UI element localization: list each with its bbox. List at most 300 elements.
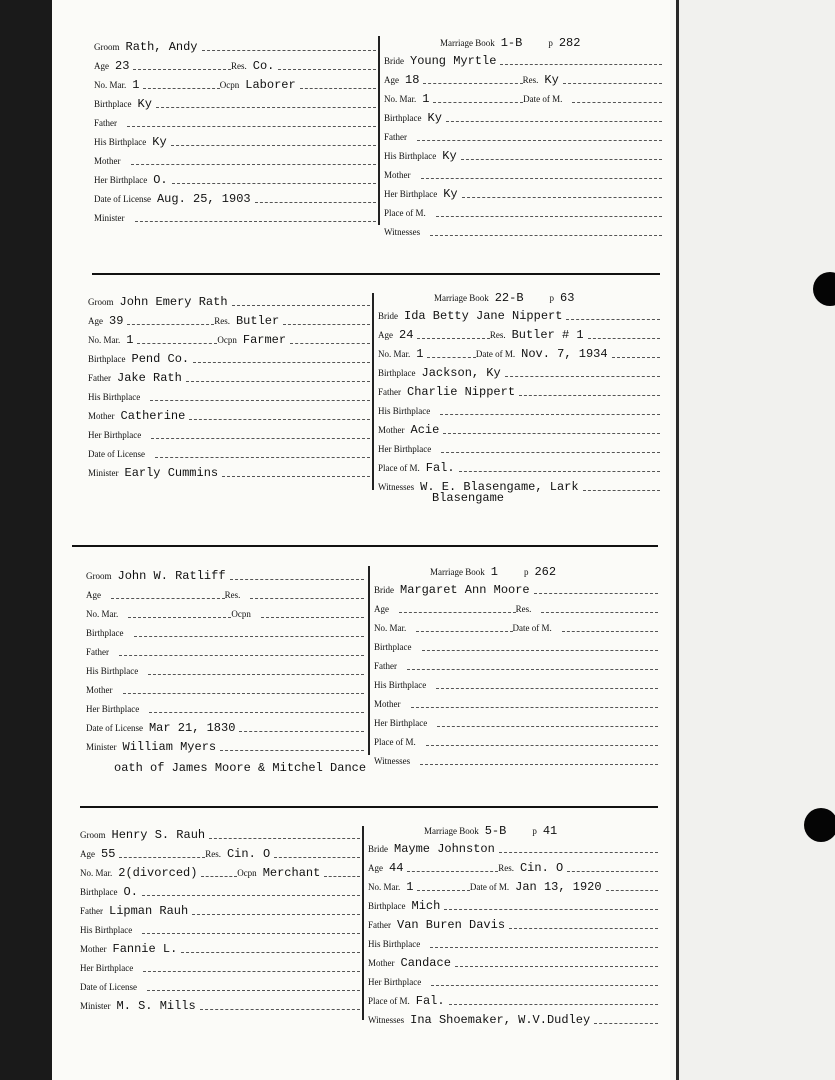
bride-mother-fill-line (421, 177, 663, 179)
groom-father-value: Lipman Rauh (109, 904, 189, 918)
groom-his-birthplace-row (86, 662, 364, 678)
groom-mother-fill-line (131, 163, 377, 165)
bride-age-fill-line (399, 611, 516, 613)
bride-his-birthplace-fill-line (430, 946, 658, 948)
bride-birthplace-fill-line (446, 120, 662, 122)
groom-her-birthplace-fill-line (151, 437, 370, 439)
bride-witnesses-row (384, 223, 662, 239)
bride-age-value: 18 (405, 73, 420, 87)
bride-her-birthplace-fill-line (431, 984, 658, 986)
bride-date-of-m-fill-line (562, 630, 658, 632)
bride-place-of-m-row (368, 992, 658, 1008)
bride-place-of-m-fill-line (436, 215, 662, 217)
bride-place-of-m-label: Place of M. (368, 996, 410, 1006)
marriage-book-header (434, 289, 578, 305)
bride-his-birthplace-row (368, 935, 658, 951)
groom-birthplace-fill-line (193, 361, 370, 363)
groom-res-label: Res. (205, 849, 221, 859)
record-note: Blasengame (432, 491, 505, 505)
groom-date-of-license-fill-line (239, 730, 364, 732)
marriage-book-value: 1-B (500, 36, 523, 50)
bride-res-fill-line (567, 870, 658, 872)
groom-age-value: 55 (101, 847, 116, 861)
marriage-book-label: Marriage Book (430, 567, 485, 577)
groom-mother-label: Mother (94, 156, 121, 166)
groom-her-birthplace-label: Her Birthplace (86, 704, 140, 714)
bride-her-birthplace-row (378, 440, 660, 456)
groom-mother-value: Fannie L. (112, 942, 178, 956)
groom-age-row (86, 586, 364, 602)
record-note: oath of James Moore & Mitchel Dance (114, 761, 367, 775)
groom-his-birthplace-row (94, 133, 376, 149)
groom-no-mar-label: No. Mar. (88, 335, 121, 345)
bride-age-fill-line (423, 82, 522, 84)
groom-father-label: Father (80, 906, 103, 916)
bride-age-value: 24 (399, 328, 414, 342)
bride-her-birthplace-fill-line (441, 451, 660, 453)
bride-birthplace-fill-line (422, 649, 659, 651)
bride-witnesses-fill-line (594, 1022, 658, 1024)
bride-birthplace-value: Mich (411, 899, 441, 913)
bride-birthplace-row (378, 364, 660, 380)
groom-mother-row (86, 681, 364, 697)
groom-minister-fill-line (135, 220, 377, 222)
groom-birthplace-label: Birthplace (94, 99, 132, 109)
groom-no-mar-row (94, 76, 376, 92)
groom-minister-label: Minister (94, 213, 125, 223)
bride-date-of-m-fill-line (606, 889, 658, 891)
groom-res-label: Res. (214, 316, 230, 326)
groom-age-fill-line (111, 597, 225, 599)
bride-age-row (378, 326, 660, 342)
groom-birthplace-label: Birthplace (80, 887, 118, 897)
groom-minister-row (86, 738, 364, 754)
groom-ocpn-value: Farmer (242, 333, 287, 347)
bride-res-fill-line (563, 82, 662, 84)
bride-witnesses-value: W. E. Blasengame, Lark (420, 480, 579, 494)
groom-no-mar-value: 1 (132, 78, 140, 92)
groom-birthplace-row (94, 95, 376, 111)
bride-place-of-m-row (384, 204, 662, 220)
bride-father-fill-line (417, 139, 662, 141)
bride-witnesses-row (374, 752, 658, 768)
groom-no-mar-row (88, 331, 370, 347)
groom-minister-row (94, 209, 376, 225)
bride-mother-fill-line (411, 706, 659, 708)
bride-date-of-m-label: Date of M. (523, 94, 563, 104)
bride-date-of-m-label: Date of M. (469, 882, 510, 892)
bride-her-birthplace-label: Her Birthplace (374, 718, 428, 728)
bride-mother-fill-line (455, 965, 658, 967)
groom-age-row (88, 312, 370, 328)
bride-no-mar-value: 1 (416, 347, 424, 361)
groom-no-mar-fill-line (143, 87, 219, 89)
groom-res-fill-line (274, 856, 360, 858)
bride-place-of-m-fill-line (459, 470, 660, 472)
groom-birthplace-value: Pend Co. (131, 352, 190, 366)
bride-age-label: Age (378, 330, 393, 340)
groom-her-birthplace-row (80, 959, 360, 975)
bride-mother-row (374, 695, 658, 711)
groom-his-birthplace-fill-line (171, 144, 376, 146)
bride-bride-row (378, 307, 660, 323)
bride-place-of-m-row (378, 459, 660, 475)
bride-bride-value: Young Myrtle (410, 54, 497, 68)
bride-place-of-m-label: Place of M. (374, 737, 416, 747)
bride-her-birthplace-value: Ky (443, 187, 458, 201)
groom-minister-row (80, 997, 360, 1013)
groom-date-of-license-fill-line (147, 989, 360, 991)
bride-bride-value: Mayme Johnston (394, 842, 495, 856)
page-value: 262 (534, 565, 557, 579)
groom-father-row (88, 369, 370, 385)
bride-place-of-m-label: Place of M. (384, 208, 426, 218)
groom-date-of-license-value: Mar 21, 1830 (148, 721, 236, 735)
bride-res-label: Res. (515, 604, 532, 614)
bride-her-birthplace-fill-line (462, 196, 662, 198)
groom-father-fill-line (192, 913, 360, 915)
bride-birthplace-label: Birthplace (368, 901, 406, 911)
groom-her-birthplace-row (86, 700, 364, 716)
groom-no-mar-row (86, 605, 364, 621)
bride-his-birthplace-value: Ky (442, 149, 457, 163)
bride-bride-value: Margaret Ann Moore (400, 583, 530, 597)
bride-date-of-m-value: Jan 13, 1920 (515, 880, 602, 894)
marriage-book-header (430, 563, 560, 579)
bride-no-mar-fill-line (416, 630, 512, 632)
page-label: p (532, 826, 537, 836)
groom-res-fill-line (283, 323, 370, 325)
groom-father-fill-line (186, 380, 370, 382)
groom-groom-value: Henry S. Rauh (111, 828, 206, 842)
bride-father-label: Father (368, 920, 391, 930)
groom-his-birthplace-row (80, 921, 360, 937)
groom-birthplace-label: Birthplace (86, 628, 124, 638)
bride-age-fill-line (407, 870, 498, 872)
bride-father-row (374, 657, 658, 673)
groom-ocpn-fill-line (261, 616, 364, 618)
groom-her-birthplace-fill-line (172, 182, 376, 184)
bride-witnesses-label: Witnesses (368, 1015, 405, 1025)
bride-witnesses-label: Witnesses (384, 227, 421, 237)
groom-father-row (80, 902, 360, 918)
marriage-book-label: Marriage Book (424, 826, 479, 836)
bride-his-birthplace-label: His Birthplace (368, 939, 421, 949)
groom-birthplace-row (80, 883, 360, 899)
groom-res-value: Co. (252, 59, 275, 73)
record-separator (72, 545, 658, 547)
groom-birthplace-value: Ky (137, 97, 152, 111)
groom-date-of-license-fill-line (155, 456, 370, 458)
bride-no-mar-row (374, 619, 658, 635)
groom-minister-fill-line (222, 475, 370, 477)
bride-res-fill-line (541, 611, 658, 613)
bride-no-mar-row (368, 878, 658, 894)
groom-mother-fill-line (181, 951, 360, 953)
groom-groom-label: Groom (80, 830, 106, 840)
bride-no-mar-label: No. Mar. (374, 623, 407, 633)
bride-place-of-m-value: Fal. (415, 994, 445, 1008)
bride-birthplace-row (374, 638, 658, 654)
groom-date-of-license-row (80, 978, 360, 994)
groom-groom-value: John Emery Rath (119, 295, 228, 309)
scan-margin (679, 0, 835, 1080)
groom-minister-fill-line (200, 1008, 360, 1010)
bride-no-mar-row (384, 90, 662, 106)
groom-ocpn-label: Ocpn (237, 868, 257, 878)
page-label: p (549, 293, 555, 303)
bride-bride-fill-line (500, 63, 662, 65)
groom-mother-row (80, 940, 360, 956)
groom-date-of-license-row (94, 190, 376, 206)
marriage-book-label: Marriage Book (440, 38, 495, 48)
groom-her-birthplace-row (88, 426, 370, 442)
bride-witnesses-value: Ina Shoemaker, W.V.Dudley (410, 1013, 591, 1027)
bride-no-mar-value: 1 (422, 92, 430, 106)
bride-res-value: Ky (544, 73, 559, 87)
bride-bride-label: Bride (378, 311, 398, 321)
bride-father-label: Father (384, 132, 407, 142)
groom-her-birthplace-fill-line (143, 970, 360, 972)
groom-groom-fill-line (202, 49, 376, 51)
bride-father-fill-line (519, 394, 660, 396)
bride-birthplace-fill-line (505, 375, 660, 377)
bride-witnesses-fill-line (420, 763, 658, 765)
groom-groom-fill-line (230, 578, 364, 580)
bride-place-of-m-fill-line (449, 1003, 658, 1005)
groom-groom-value: John W. Ratliff (117, 569, 226, 583)
groom-mother-fill-line (189, 418, 370, 420)
groom-groom-row (80, 826, 360, 842)
column-divider (372, 293, 374, 490)
bride-his-birthplace-row (374, 676, 658, 692)
bride-father-value: Charlie Nippert (407, 385, 516, 399)
bride-no-mar-fill-line (427, 356, 475, 358)
page-value: 63 (560, 291, 575, 305)
groom-res-label: Res. (224, 590, 241, 600)
groom-groom-label: Groom (88, 297, 114, 307)
bride-date-of-m-value: Nov. 7, 1934 (521, 347, 608, 361)
bride-date-of-m-fill-line (572, 101, 662, 103)
groom-father-label: Father (86, 647, 109, 657)
groom-birthplace-value: O. (123, 885, 138, 899)
groom-date-of-license-label: Date of License (86, 723, 143, 733)
groom-minister-label: Minister (80, 1001, 111, 1011)
groom-ocpn-label: Ocpn (231, 609, 251, 619)
bride-witnesses-label: Witnesses (374, 756, 411, 766)
groom-birthplace-label: Birthplace (88, 354, 126, 364)
bride-date-of-m-label: Date of M. (512, 623, 552, 633)
groom-his-birthplace-fill-line (150, 399, 370, 401)
bride-his-birthplace-label: His Birthplace (384, 151, 437, 161)
bride-mother-row (384, 166, 662, 182)
bride-birthplace-value: Jackson, Ky (421, 366, 501, 380)
bride-bride-row (384, 52, 662, 68)
bride-bride-row (368, 840, 658, 856)
marriage-book-header (424, 822, 561, 838)
groom-no-mar-fill-line (137, 342, 217, 344)
groom-his-birthplace-label: His Birthplace (80, 925, 133, 935)
groom-no-mar-label: No. Mar. (94, 80, 127, 90)
bride-birthplace-value: Ky (427, 111, 442, 125)
bride-witnesses-row (368, 1011, 658, 1027)
groom-age-fill-line (133, 68, 231, 70)
bride-no-mar-label: No. Mar. (384, 94, 417, 104)
groom-ocpn-value: Merchant (262, 866, 321, 880)
groom-minister-label: Minister (88, 468, 119, 478)
bride-her-birthplace-label: Her Birthplace (368, 977, 422, 987)
groom-age-label: Age (86, 590, 101, 600)
bride-her-birthplace-row (368, 973, 658, 989)
bride-mother-label: Mother (368, 958, 395, 968)
groom-age-row (80, 845, 360, 861)
groom-birthplace-fill-line (134, 635, 365, 637)
groom-date-of-license-row (86, 719, 364, 735)
record-separator (80, 806, 658, 808)
groom-her-birthplace-label: Her Birthplace (88, 430, 142, 440)
groom-his-birthplace-value: Ky (152, 135, 167, 149)
bride-res-value: Cin. O (519, 861, 564, 875)
bride-place-of-m-fill-line (426, 744, 658, 746)
groom-his-birthplace-label: His Birthplace (88, 392, 141, 402)
groom-no-mar-label: No. Mar. (80, 868, 113, 878)
groom-father-label: Father (88, 373, 111, 383)
bride-mother-label: Mother (374, 699, 401, 709)
bride-age-row (384, 71, 662, 87)
groom-groom-row (88, 293, 370, 309)
groom-birthplace-fill-line (156, 106, 376, 108)
groom-groom-label: Groom (94, 42, 120, 52)
bride-his-birthplace-row (378, 402, 660, 418)
groom-her-birthplace-fill-line (149, 711, 364, 713)
groom-age-row (94, 57, 376, 73)
bride-his-birthplace-label: His Birthplace (378, 406, 431, 416)
groom-age-label: Age (80, 849, 95, 859)
bride-mother-row (368, 954, 658, 970)
bride-res-fill-line (588, 337, 660, 339)
groom-age-fill-line (127, 323, 214, 325)
punch-hole (804, 808, 835, 842)
bride-birthplace-fill-line (444, 908, 658, 910)
groom-res-fill-line (250, 597, 364, 599)
groom-father-fill-line (119, 654, 364, 656)
bride-bride-fill-line (499, 851, 658, 853)
groom-his-birthplace-fill-line (148, 673, 364, 675)
bride-witnesses-fill-line (583, 489, 660, 491)
groom-no-mar-fill-line (128, 616, 231, 618)
bride-mother-value: Candace (400, 956, 451, 970)
bride-res-label: Res. (489, 330, 506, 340)
bride-bride-fill-line (534, 592, 658, 594)
bride-father-label: Father (374, 661, 397, 671)
groom-mother-label: Mother (88, 411, 115, 421)
bride-place-of-m-row (374, 733, 658, 749)
bride-age-label: Age (384, 75, 399, 85)
groom-minister-fill-line (220, 749, 364, 751)
bride-father-row (384, 128, 662, 144)
groom-birthplace-row (86, 624, 364, 640)
groom-mother-fill-line (123, 692, 365, 694)
bride-witnesses-fill-line (430, 234, 662, 236)
bride-her-birthplace-row (374, 714, 658, 730)
bride-his-birthplace-row (384, 147, 662, 163)
bride-mother-label: Mother (378, 425, 405, 435)
groom-minister-value: Early Cummins (124, 466, 219, 480)
groom-her-birthplace-label: Her Birthplace (94, 175, 148, 185)
bride-place-of-m-label: Place of M. (378, 463, 420, 473)
groom-ocpn-label: Ocpn (219, 80, 240, 90)
bride-age-row (368, 859, 658, 875)
bride-witnesses-label: Witnesses (378, 482, 415, 492)
bride-place-of-m-value: Fal. (425, 461, 455, 475)
groom-her-birthplace-label: Her Birthplace (80, 963, 134, 973)
bride-bride-fill-line (566, 318, 660, 320)
bride-witnesses-row (378, 478, 660, 494)
bride-bride-value: Ida Betty Jane Nippert (404, 309, 563, 323)
bride-father-label: Father (378, 387, 401, 397)
groom-father-row (94, 114, 376, 130)
bride-mother-value: Acie (410, 423, 440, 437)
groom-her-birthplace-value: O. (153, 173, 168, 187)
groom-father-row (86, 643, 364, 659)
bride-age-row (374, 600, 658, 616)
bride-father-row (368, 916, 658, 932)
bride-age-label: Age (374, 604, 389, 614)
groom-ocpn-value: Laborer (245, 78, 296, 92)
groom-no-mar-label: No. Mar. (86, 609, 119, 619)
bride-age-fill-line (417, 337, 489, 339)
bride-birthplace-label: Birthplace (384, 113, 422, 123)
groom-ocpn-fill-line (324, 875, 360, 877)
bride-no-mar-row (378, 345, 660, 361)
groom-date-of-license-value: Aug. 25, 1903 (156, 192, 251, 206)
bride-her-birthplace-row (384, 185, 662, 201)
groom-date-of-license-label: Date of License (80, 982, 137, 992)
groom-his-birthplace-label: His Birthplace (94, 137, 147, 147)
record-separator (92, 273, 660, 275)
groom-res-fill-line (278, 68, 376, 70)
groom-res-value: Cin. O (226, 847, 271, 861)
bride-father-fill-line (509, 927, 658, 929)
groom-groom-fill-line (232, 304, 370, 306)
groom-mother-label: Mother (86, 685, 113, 695)
bride-birthplace-row (368, 897, 658, 913)
bride-no-mar-fill-line (417, 889, 469, 891)
bride-no-mar-fill-line (433, 101, 523, 103)
marriage-book-value: 1 (490, 565, 498, 579)
column-divider (378, 36, 380, 225)
page-label: p (548, 38, 553, 48)
bride-her-birthplace-label: Her Birthplace (384, 189, 438, 199)
bride-birthplace-label: Birthplace (374, 642, 412, 652)
column-divider (362, 826, 364, 1020)
bride-res-label: Res. (522, 75, 539, 85)
groom-age-label: Age (94, 61, 109, 71)
groom-date-of-license-fill-line (255, 201, 376, 203)
bride-his-birthplace-fill-line (436, 687, 658, 689)
bride-date-of-m-label: Date of M. (475, 349, 516, 359)
bride-res-label: Res. (498, 863, 514, 873)
groom-no-mar-value: 2(divorced) (118, 866, 198, 880)
bride-mother-fill-line (443, 432, 660, 434)
groom-ocpn-label: Ocpn (217, 335, 237, 345)
groom-ocpn-fill-line (290, 342, 370, 344)
bride-age-label: Age (368, 863, 383, 873)
bride-no-mar-label: No. Mar. (368, 882, 401, 892)
groom-birthplace-fill-line (142, 894, 360, 896)
bride-birthplace-label: Birthplace (378, 368, 416, 378)
groom-minister-value: William Myers (122, 740, 217, 754)
